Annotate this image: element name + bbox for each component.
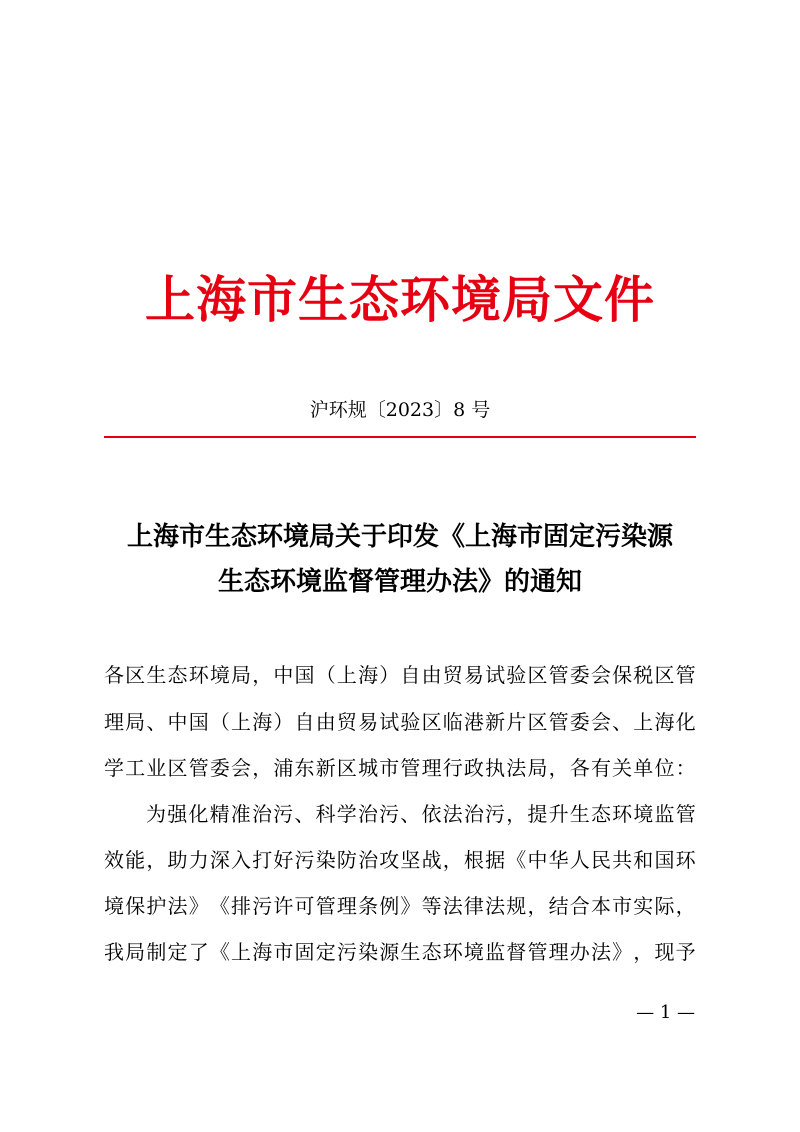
document-number: 沪环规〔2023〕8 号 <box>309 399 491 421</box>
body-line: 学 工 业 区 管 委 会 ， 浦 东 新 区 城 市 管 理 行 政 执 法 局 ， 各 有 关 单 位 ： <box>104 756 696 780</box>
body-line: 各 区 生 态 环 境 局 ， 中 国 （ 上 海 ） 自 由 贸 易 试 验 区 管 委 会 保 税 区 管 <box>104 663 696 687</box>
page-number: — 1 — <box>636 1002 695 1023</box>
red-divider <box>104 436 696 438</box>
body-line: 效 能 ， 助 力 深 入 打 好 污 染 防 治 攻 坚 战 ， 根 据 《 中 华 人 民 共 和 国 环 <box>104 848 696 872</box>
notice-title-line-1: 上海市生态环境局关于印发《上海市固定污染源 <box>126 522 673 552</box>
body-line: 为 强 化 精 准 治 污 、 科 学 治 污 、 依 法 治 污 ， 提 升 生 态 环 境 监 管 <box>146 802 696 826</box>
document-header-title: 上海市生态环境局文件 <box>145 270 655 329</box>
body-line: 理 局 、 中 国 （ 上 海 ） 自 由 贸 易 试 验 区 临 港 新 片 区 管 委 会 、 上 海 化 <box>104 710 696 734</box>
body-line: 我 局 制 定 了 《 上 海 市 固 定 污 染 源 生 态 环 境 监 督 管 理 办 法 》 ， 现 予 <box>104 940 696 964</box>
body-line: 境 保 护 法 》 《 排 污 许 可 管 理 条 例 》 等 法 律 法 规 ， 结 合 本 市 实 际 ， <box>104 894 696 918</box>
notice-title-line-2: 生态环境监督管理办法》的通知 <box>217 567 582 597</box>
